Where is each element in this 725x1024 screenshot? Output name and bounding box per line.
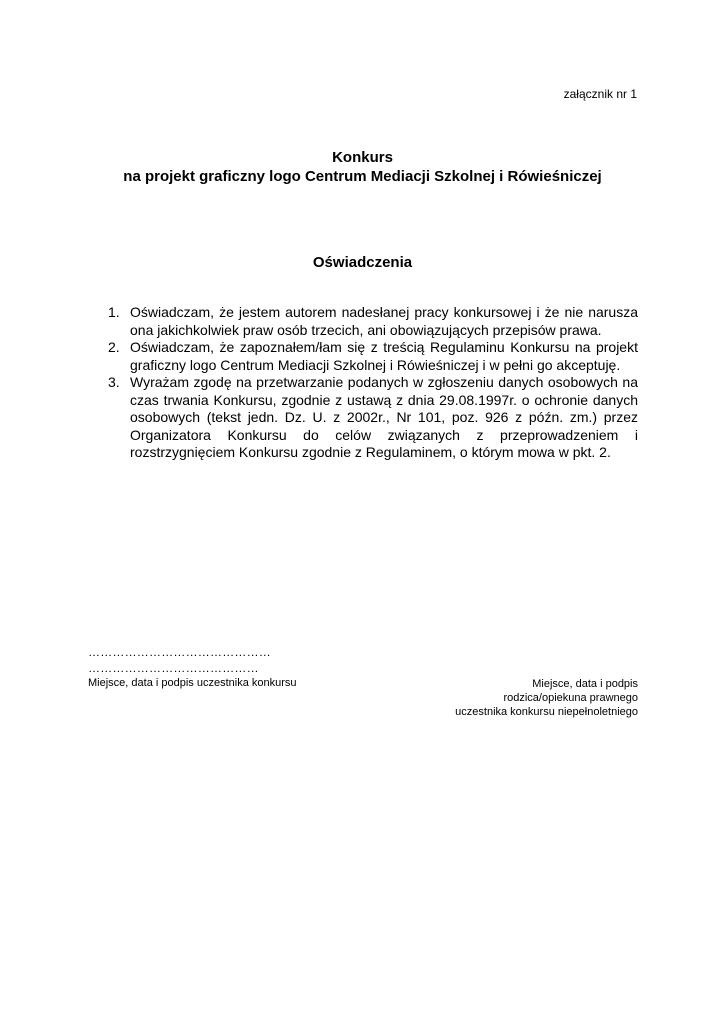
- statement-text: Oświadczam, że jestem autorem nadesłanej pracy konkursowej i że nie narusza ona jakichkolwiek praw osób trzecich, ani obowiązujących przepisów prawa.: [130, 304, 638, 338]
- signature-dotted-line-1: ………………………………………: [88, 645, 271, 659]
- statement-number: 3.: [108, 374, 120, 390]
- statements-list: [108, 304, 638, 462]
- guardian-signature-label: [378, 677, 638, 719]
- statement-text: Oświadczam, że zapoznałem/łam się z treścią Regulaminu Konkursu na projekt graficzny logo Centrum Mediacji Szkolnej i Rówieśniczej i w pełni go akceptuję.: [130, 339, 638, 373]
- signature-dotted-line-2: ……………………………………: [88, 661, 259, 675]
- statement-number: 2.: [108, 339, 120, 355]
- statement-text: Wyrażam zgodę na przetwarzanie podanych w zgłoszeniu danych osobowych na czas trwania Konkursu, zgodnie z ustawą z dnia 29.08.1997r. o ochronie danych osobowych (tekst jedn. Dz. U. z 2002r., Nr 101, poz. 926 z późn. zm.) przez Organizatora Konkursu do celów związanych z przeprowadzeniem i rozstrzygnięciem Konkursu zgodnie z Regulaminem, o którym mowa w pkt. 2.: [130, 374, 638, 460]
- section-heading: Oświadczenia: [312, 254, 413, 271]
- title-line-1: Konkurs: [332, 149, 393, 166]
- statement-item: [108, 374, 638, 462]
- title-line-2: na projekt graficzny logo Centrum Mediacji Szkolnej i Rówieśniczej: [123, 168, 602, 185]
- statement-number: 1.: [108, 304, 120, 320]
- statement-item: [108, 304, 638, 339]
- statement-item: [108, 339, 638, 374]
- document-title: [0, 148, 725, 186]
- participant-signature-label: Miejsce, data i podpis uczestnika konkursu: [88, 677, 297, 689]
- guardian-signature-line-2: rodzica/opiekuna prawnego: [503, 692, 638, 704]
- guardian-signature-line-1: Miejsce, data i podpis: [532, 678, 638, 690]
- attachment-label: załącznik nr 1: [563, 87, 637, 101]
- guardian-signature-line-3: uczestnika konkursu niepełnoletniego: [455, 706, 638, 718]
